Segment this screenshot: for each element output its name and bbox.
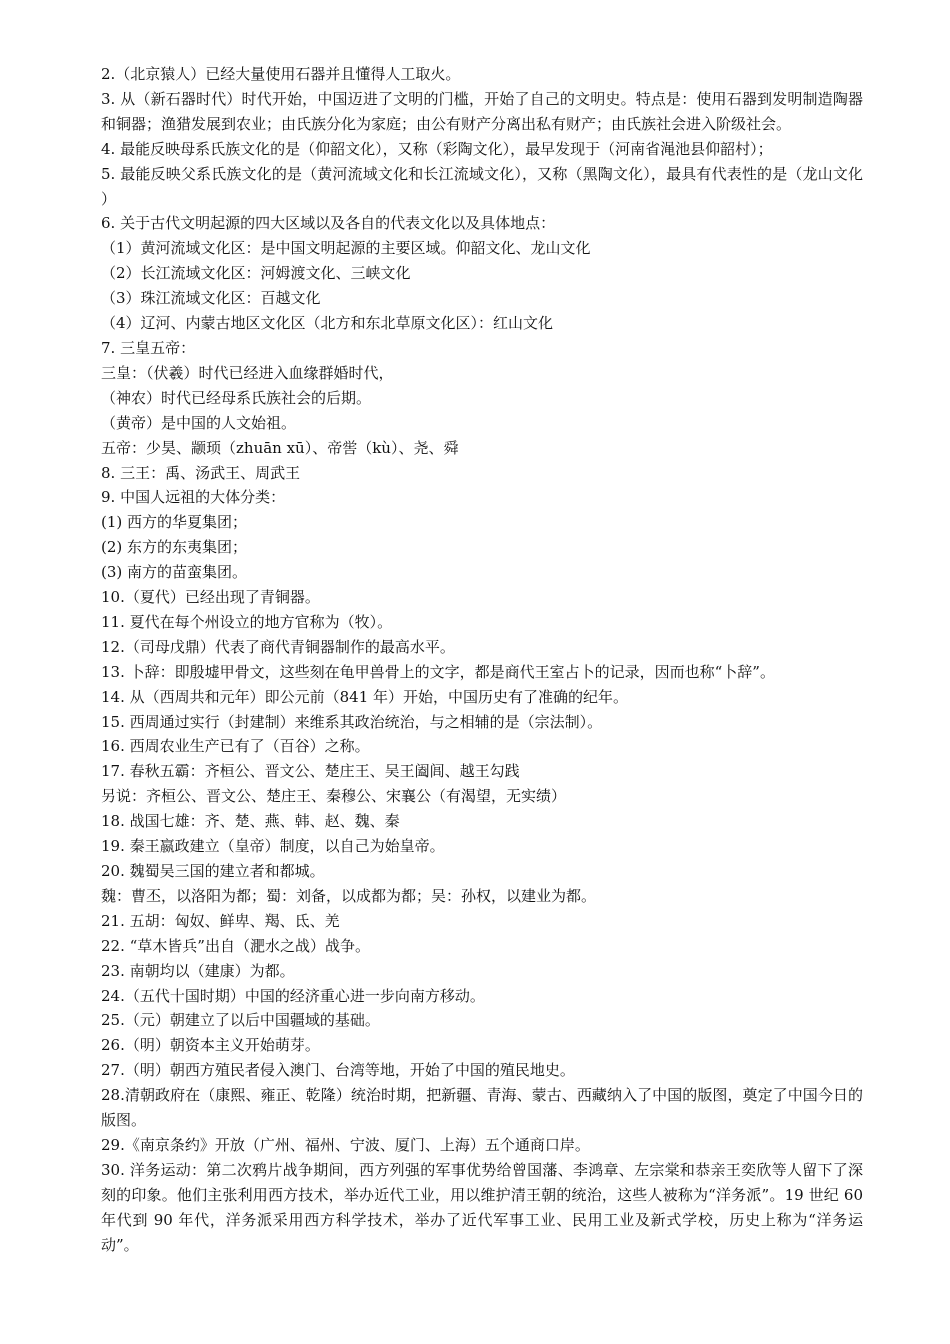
item-21: 21. 五胡：匈奴、鲜卑、羯、氐、羌: [101, 911, 340, 930]
item-12: 12.（司母戊鼎）代表了商代青铜器制作的最高水平。: [101, 637, 455, 656]
item-5: 5. 最能反映父系氏族文化的是（黄河流域文化和长江流域文化），又称（黑陶文化），最具有代表性的是（龙山文化 ）: [101, 164, 863, 208]
item-3: 3. 从（新石器时代）时代开始，中国迈进了文明的门槛，开始了自己的文明史。特点是：使用石器到发明制造陶器和铜器；渔猎发展到农业；由氏族分化为家庭；由公有财产分离出私有财产；由氏族社会进入阶级社会。: [101, 89, 863, 133]
item-6-sub-1: （1）黄河流域文化区：是中国文明起源的主要区域。仰韶文化、龙山文化: [101, 239, 591, 258]
item-9-sub-1: (1) 西方的华夏集团；: [101, 513, 248, 532]
item-9: 9. 中国人远祖的大体分类：: [101, 488, 286, 507]
item-25: 25.（元）朝建立了以后中国疆域的基础。: [101, 1011, 380, 1030]
item-22: 22. “草木皆兵”出自（淝水之战）战争。: [101, 936, 370, 955]
item-6-sub-4: （4）辽河、内蒙古地区文化区（北方和东北草原文化区）：红山文化: [101, 314, 554, 333]
item-14: 14. 从（西周共和元年）即公元前（841 年）开始，中国历史有了准确的纪年。: [101, 687, 629, 706]
item-6: 6. 关于古代文明起源的四大区域以及各自的代表文化以及具体地点：: [101, 214, 556, 233]
item-26: 26.（明）朝资本主义开始萌芽。: [101, 1036, 320, 1055]
item-8: 8. 三王：禹、汤武王、周武王: [101, 463, 301, 482]
item-17-alt: 另说：齐桓公、晋文公、楚庄王、秦穆公、宋襄公（有渴望，无实绩）: [101, 787, 567, 806]
item-10: 10.（夏代）已经出现了青铜器。: [101, 588, 320, 607]
document-page: [101, 62, 863, 1258]
item-7-line-2: （神农）时代已经母系氏族社会的后期。: [101, 388, 372, 407]
item-7-line-4: 五帝：少昊、颛顼（zhuān xū）、帝喾（kù）、尧、舜: [101, 438, 459, 457]
item-18: 18. 战国七雄：齐、楚、燕、韩、赵、魏、秦: [101, 812, 400, 831]
item-24: 24.（五代十国时期）中国的经济重心进一步向南方移动。: [101, 986, 485, 1005]
item-15: 15. 西周通过实行（封建制）来维系其政治统治，与之相辅的是（宗法制）。: [101, 712, 603, 731]
item-29: 29.《南京条约》开放（广州、福州、宁波、厦门、上海）五个通商口岸。: [101, 1135, 590, 1154]
item-16: 16. 西周农业生产已有了（百谷）之称。: [101, 737, 370, 756]
item-23: 23. 南朝均以（建康）为都。: [101, 961, 295, 980]
item-7: 7. 三皇五帝：: [101, 338, 196, 357]
item-17: 17. 春秋五霸：齐桓公、晋文公、楚庄王、吴王阖闾、越王勾践: [101, 762, 520, 781]
item-9-sub-2: (2) 东方的东夷集团；: [101, 538, 248, 557]
item-27: 27.（明）朝西方殖民者侵入澳门、台湾等地，开始了中国的殖民地史。: [101, 1061, 575, 1080]
item-13: 13. 卜辞：即殷墟甲骨文，这些刻在龟甲兽骨上的文字，都是商代王室占卜的记录，因而也称“卜辞”。: [101, 662, 775, 681]
item-20: 20. 魏蜀吴三国的建立者和都城。: [101, 862, 325, 880]
item-19: 19. 秦王嬴政建立（皇帝）制度，以自己为始皇帝。: [101, 837, 445, 856]
item-30: 30. 洋务运动：第二次鸦片战争期间，西方列强的军事优势给曾国藩、李鸿章、左宗棠和恭亲王奕欣等人留下了深刻的印象。他们主张利用西方技术，举办近代工业，用以维护清王朝的统治，这些人被称为“洋务派”。19 世纪 60 年代到 90 年代，洋务派采用西方科学技术，举办了近代军事工业、民用工业及新式学校，历史上称为“洋务运动”。: [101, 1160, 863, 1254]
item-28: 28.清朝政府在（康熙、雍正、乾隆）统治时期，把新疆、青海、蒙古、西藏纳入了中国的版图，奠定了中国今日的版图。: [101, 1086, 863, 1130]
item-6-sub-2: （2）长江流域文化区：河姆渡文化、三峡文化: [101, 264, 411, 283]
item-4: 4. 最能反映母系氏族文化的是（仰韶文化），又称（彩陶文化），最早发现于（河南省渑池县仰韶村）；: [101, 139, 773, 158]
item-11: 11. 夏代在每个州设立的地方官称为（牧）。: [101, 612, 393, 631]
item-20-detail: 魏：曹丕，以洛阳为都；蜀：刘备，以成都为都；吴：孙权，以建业为都。: [101, 886, 597, 905]
item-6-sub-3: （3）珠江流域文化区：百越文化: [101, 289, 321, 308]
item-7-line-1: 三皇：（伏羲）时代已经进入血缘群婚时代，: [101, 363, 394, 382]
item-7-line-3: （黄帝）是中国的人文始祖。: [101, 413, 297, 432]
item-9-sub-3: (3) 南方的苗蛮集团。: [101, 563, 248, 582]
item-2: 2.（北京猿人）已经大量使用石器并且懂得人工取火。: [101, 65, 461, 83]
